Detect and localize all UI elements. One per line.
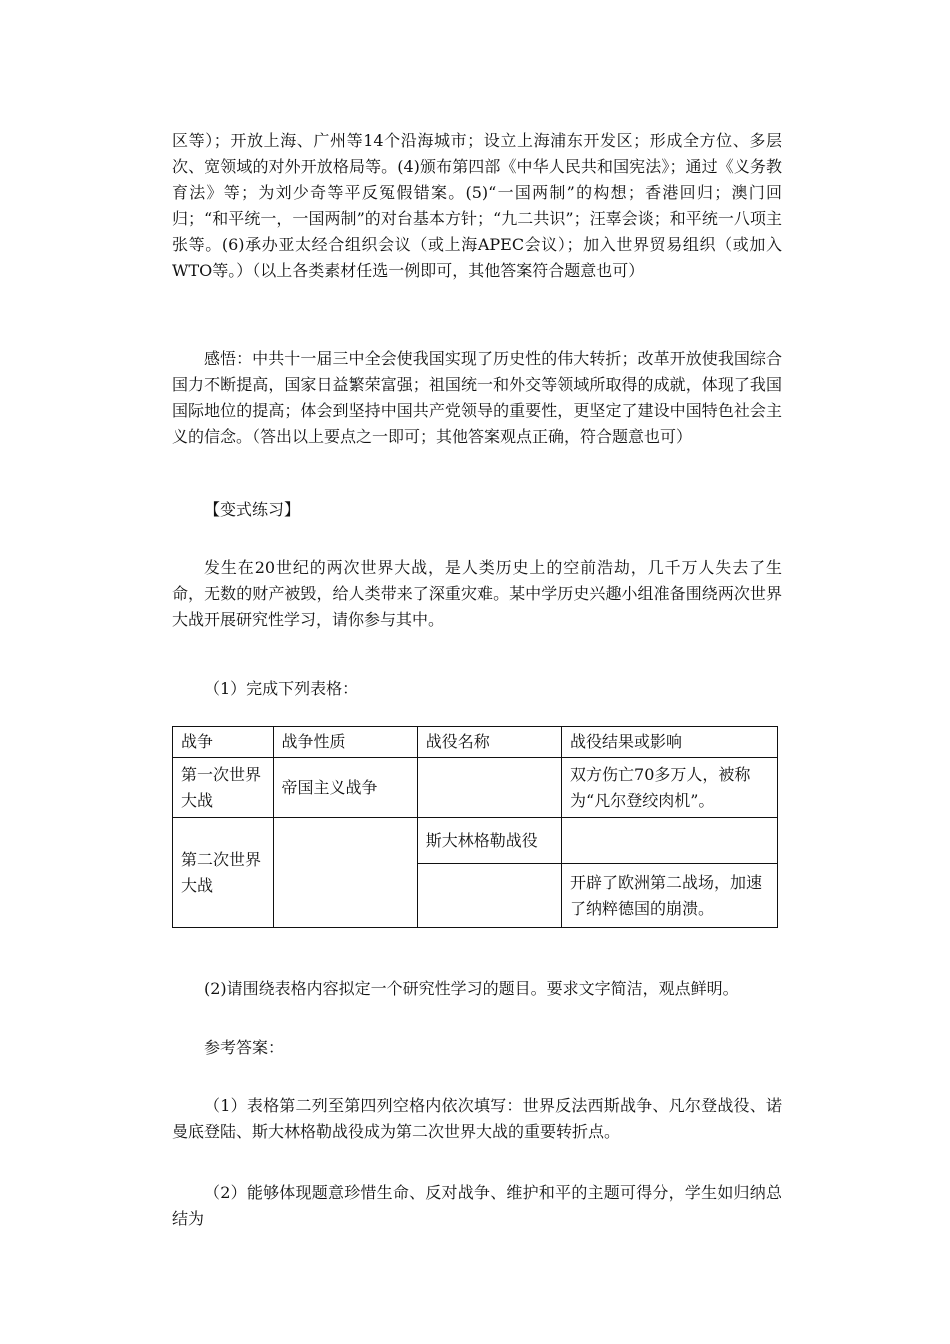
question-1: （1）完成下列表格： [204,679,359,698]
header-nature: 战争性质 [273,727,417,758]
cell-ww1-result: 双方伤亡70多万人，被称为“凡尔登绞肉机”。 [562,758,778,818]
answer-continuation-paragraph: 区等）；开放上海、广州等14个沿海城市；设立上海浦东开发区；形成全方位、多层次、宽领域的对外开放格局等。(4)颁布第四部《中华人民共和国宪法》；通过《义务教育法》等；为刘少奇等平反冤假错案。(5)“一国两制”的构想；香港回归；澳门回归；“和平统一，一国两制”的对台基本方针；“九二共识”；汪辜会谈；和平统一八项主张等。(6)承办亚太经合组织会议（或上海APEC会议）；加入世界贸易组织（或加入WTO等。）（以上各类素材任选一例即可，其他答案符合题意也可） [172,131,782,280]
cell-ww2-nature [273,818,417,928]
intro-paragraph: 发生在20世纪的两次世界大战，是人类历史上的空前浩劫，几千万人失去了生命，无数的财产被毁，给人类带来了深重灾难。某中学历史兴趣小组准备围绕两次世界大战开展研究性学习，请你参与其中。 [172,558,782,629]
cell-ww1-war: 第一次世界大战 [173,758,274,818]
table-row [173,818,778,864]
cell-ww2-result-a [562,818,778,864]
feeling-paragraph: 感悟：中共十一届三中全会使我国实现了历史性的伟大转折；改革开放使我国综合国力不断提高，国家日益繁荣富强；祖国统一和外交等领域所取得的成就，体现了我国国际地位的提高；体会到坚持中国共产党领导的重要性，更坚定了建设中国特色社会主义的信念。（答出以上要点之一即可；其他答案观点正确，符合题意也可） [172,349,782,446]
table-header-row [173,727,778,758]
cell-ww2-war: 第二次世界大战 [173,818,274,928]
answer-1-paragraph: （1）表格第二列至第四列空格内依次填写：世界反法西斯战争、凡尔登战役、诺曼底登陆、斯大林格勒战役成为第二次世界大战的重要转折点。 [172,1096,782,1141]
cell-ww2-battle-b [417,864,561,928]
cell-ww1-battle [417,758,561,818]
table-row [173,758,778,818]
world-war-table [172,726,778,928]
variant-exercise-heading: 【变式练习】 [204,500,301,519]
cell-ww2-result-b: 开辟了欧洲第二战场，加速了纳粹德国的崩溃。 [562,864,778,928]
answer-2-paragraph: （2）能够体现题意珍惜生命、反对战争、维护和平的主题可得分，学生如归纳总结为 [172,1183,782,1228]
header-war: 战争 [173,727,274,758]
answer-heading: 参考答案： [204,1038,285,1057]
cell-ww2-battle-a: 斯大林格勒战役 [417,818,561,864]
header-result: 战役结果或影响 [562,727,778,758]
question-2: (2)请围绕表格内容拟定一个研究性学习的题目。要求文字简洁，观点鲜明。 [204,979,739,998]
cell-ww1-nature: 帝国主义战争 [273,758,417,818]
header-battle: 战役名称 [417,727,561,758]
